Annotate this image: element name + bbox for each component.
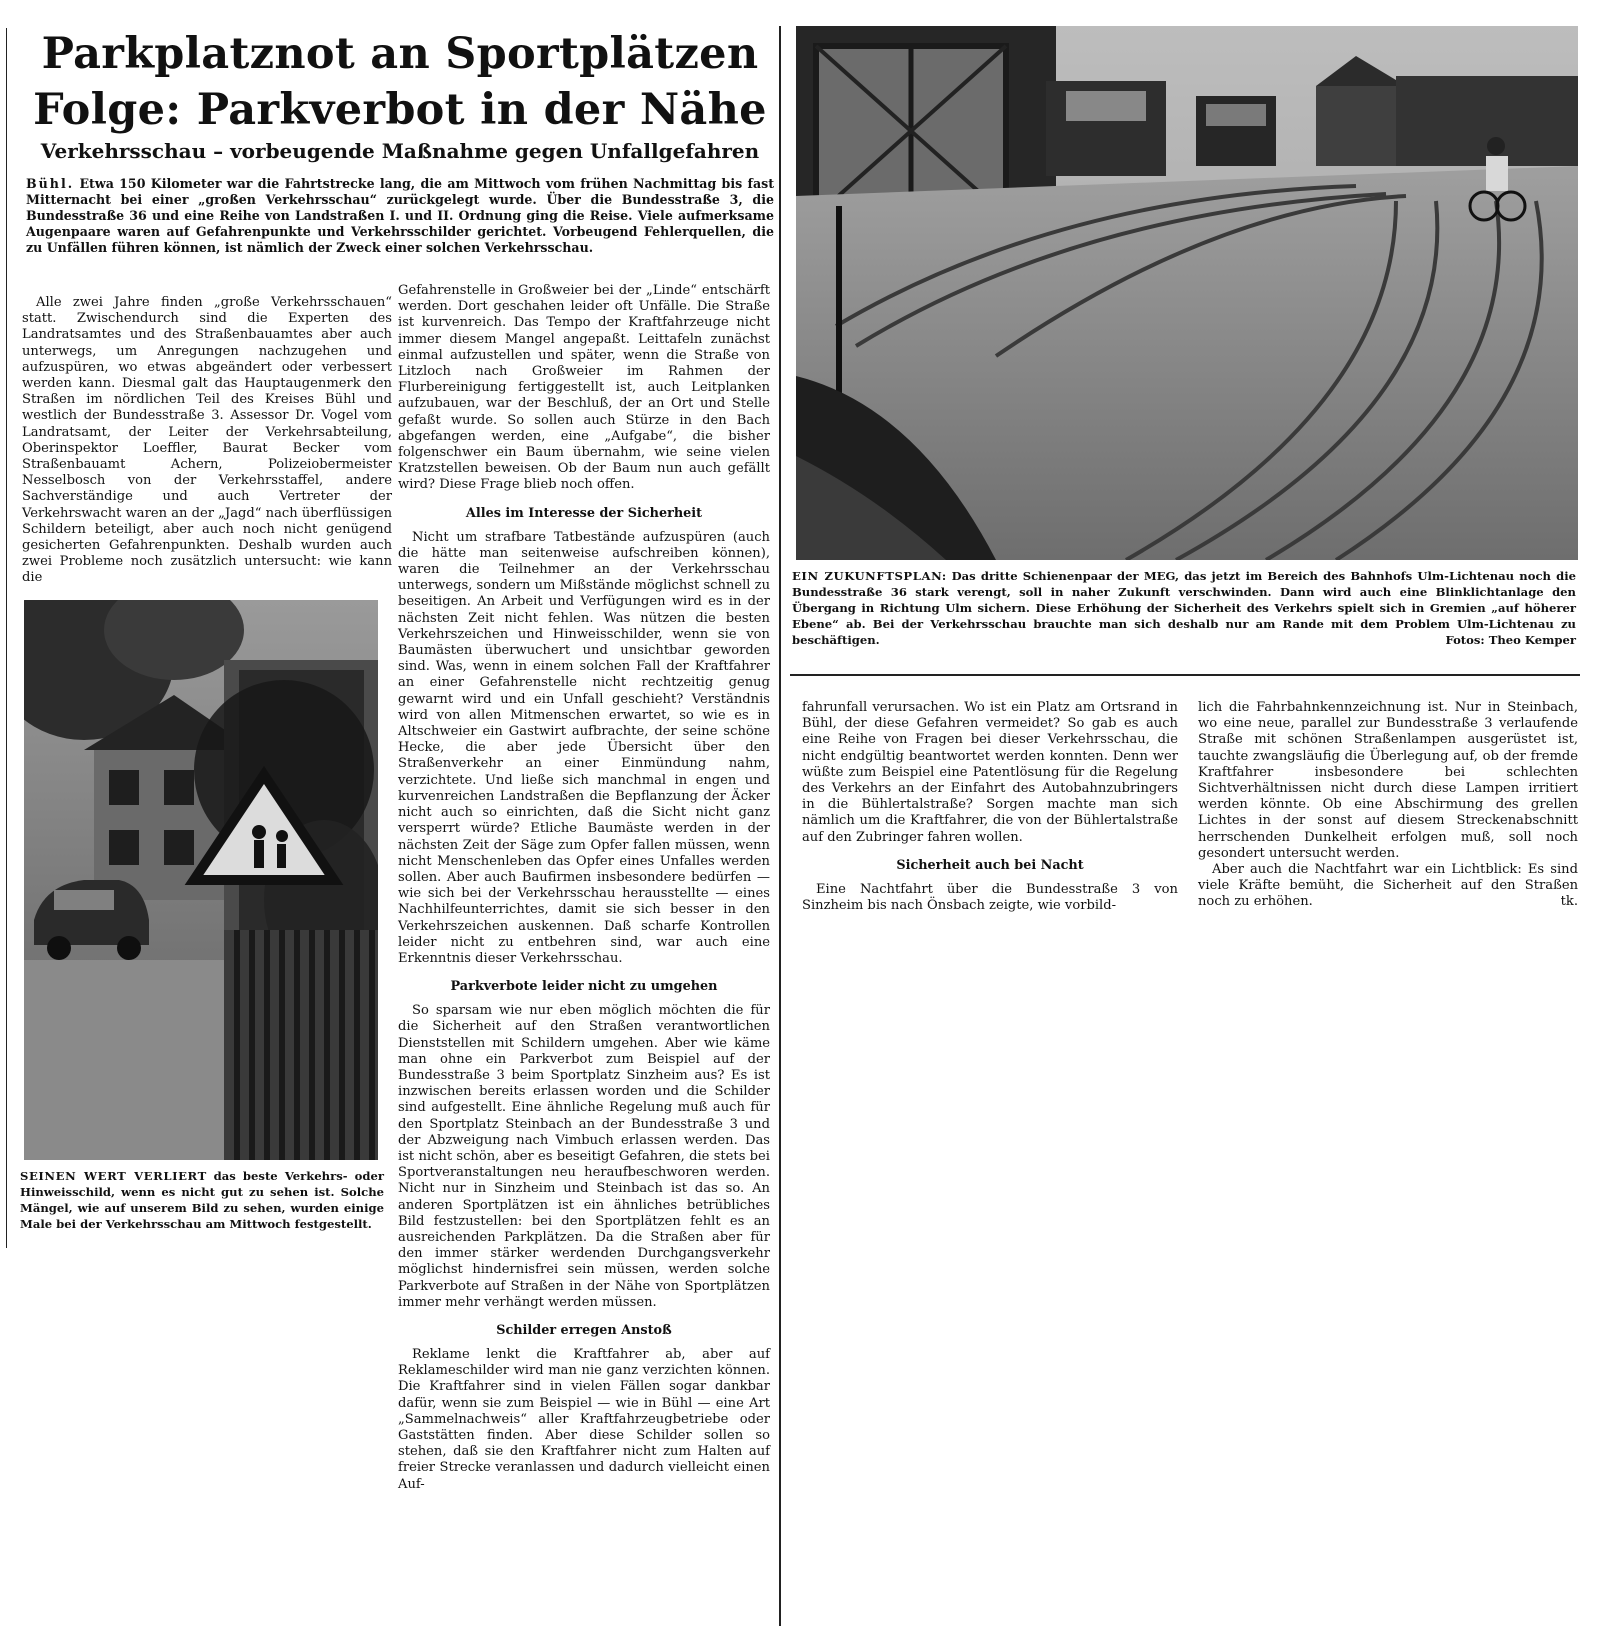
headline [20, 26, 780, 138]
photo-traffic-sign-overgrown [24, 600, 378, 1160]
photo-tram-tracks [796, 26, 1578, 560]
col3-paragraph-2: Eine Nachtfahrt über die Bundesstraße 3 von Sinzheim bis nach Önsbach zeigte, wie vorbild- [802, 881, 1178, 914]
caption-right [792, 568, 1576, 648]
caption-left-lead: SEINEN WERT VERLIERT [20, 1169, 207, 1183]
column-rule-main [779, 26, 781, 1626]
col3-paragraph-1: fahrunfall verursachen. Wo ist ein Platz am Ortsrand in Bühl, der diese Gefahren vermeidet? So gab es auch eine Reihe von Fragen bei dieser Verkehrsschau, die nicht endgültig beantwortet werden konnten. Denn wer wüßte zum Beispiel eine Patentlösung für die Regelung des Verkehrs an der Einfahrt des Autobahnzubringers in die Bühlertalstraße? Sorgen machte man sich nämlich um die Kraftfahrer, die von der Bühlertalstraße auf den Zubringer fahren wollen. [802, 700, 1178, 845]
lead-paragraph [26, 176, 774, 256]
photo-traffic-sign-image [24, 600, 378, 1160]
author-signature: tk. [1560, 894, 1578, 910]
col4-paragraph-1: lich die Fahrbahnkennzeichnung ist. Nur in Steinbach, wo eine neue, parallel zur Bundesstraße 3 verlaufende Straße mit schönen Straßenlampen ausgerüstet ist, tauchte zwangsläufig die Überlegung auf, ob der fremde Kraftfahrer insbesondere bei schlechten Sichtverhältnissen nicht durch diese Lampen irritiert werden könnte. Ob eine Abschirmung des grellen Lichtes in der sonst auf diesem Streckenabschnitt herrschenden Dunkelheit erfolgen muß, soll noch gesondert untersucht werden. [1198, 700, 1578, 861]
col4-paragraph-2-text: Aber auch die Nachtfahrt war ein Lichtblick: Es sind viele Kräfte bemüht, die Sicherheit auf den Straßen noch zu erhöhen. [1198, 862, 1578, 910]
column-4 [1198, 700, 1578, 911]
subheading-night: Sicherheit auch bei Nacht [896, 857, 1084, 873]
photo-tram-tracks-image [796, 26, 1578, 560]
col2-paragraph-4: Reklame lenkt die Kraftfahrer ab, aber auf Reklameschilder wird man nie ganz verzichten können. Die Kraftfahrer sind in vielen Fällen sogar dankbar dafür, wenn sie zum Beispiel — wie in Bühl — eine Art „Sammelnachweis“ aller Kraftfahrzeugbetriebe oder Gaststätten finden. Aber diese Schilder sollen so stehen, daß sie den Kraftfahrer nicht zum Halten auf freier Strecke veranlassen und dadurch vielleicht einen Auf- [398, 1346, 770, 1492]
caption-left [20, 1168, 384, 1232]
caption-right-text: Das dritte Schienenpaar der MEG, das jetzt im Bereich des Bahnhofs Ulm-Lichtenau noch die Bundesstraße 36 stark verengt, soll in naher Zukunft verschwinden. Dann wird auch eine Blinklichtanlage den Übergang in Richtung Ulm sichern. Diese Erhöhung der Sicherheit des Verkehrs spielt sich in Gremien „auf höherer Ebene“ ab. Bei der Verkehrsschau brauchte man sich deshalb nur am Rande mit dem Problem Ulm-Lichtenau zu beschäftigen. [792, 569, 1577, 647]
lead-text: Etwa 150 Kilometer war die Fahrtstrecke lang, die am Mittwoch vom frühen Nachmittag bis fast Mitternacht bei einer „großen Verkehrsschau“ zurückgelegt wurde. Über die Bundesstraße 3, die Bundesstraße 36 und eine Reihe von Landstraßen I. und II. Ordnung ging die Reise. Viele aufmerksame Augenpaare waren auf Gefahrenpunkte und Verkehrsschilder gerichtet. Vorbeugend Fehlerquellen, die zu Unfällen führen können, ist nämlich der Zweck einer solchen Verkehrsschau. [26, 176, 775, 255]
caption-right-lead: EIN ZUKUNFTSPLAN: [792, 569, 947, 583]
section-rule [790, 674, 1580, 676]
subheading-signs: Schilder erregen Anstoß [496, 1322, 672, 1338]
headline-line-1: Parkplatznot an Sportplätzen [41, 29, 759, 79]
col4-paragraph-2 [1198, 862, 1578, 911]
subheading-security: Alles im Interesse der Sicherheit [465, 505, 703, 521]
col2-paragraph-2: Nicht um strafbare Tatbestände aufzuspüren (auch die hätte man seitenweise aufschreiben können), waren die Teilnehmer an der Verkehrsschau unterwegs, sondern um Mißstände möglichst schnell zu beseitigen. An Arbeit und Verfügungen wird es in der nächsten Zeit nicht fehlen. Was nützen die besten Verkehrszeichen und Hinweisschilder, wenn sie von Baumästen überwuchert und unsichtbar geworden sind. Was, wenn in einem solchen Fall der Kraftfahrer an einer Gefahrenstelle nicht rechtzeitig genug gewarnt wird und ein Unfall geschieht? Verständnis wird von allen Mitmenschen erwartet, so wie es in Altschweier ein Gastwirt aufbrachte, der seine schöne Hecke, die aber jede Übersicht über den Straßenverkehr an einer Einmündung nahm, verzichtete. Und ließe sich manchmal in engen und kurvenreichen Landstraßen die Bepflanzung der Äcker nicht auch so einrichten, daß die Sicht nicht ganz versperrt würde? Etliche Baumäste werden in der nächsten Zeit der Säge zum Opfer fallen müssen, wenn nicht Menschenleben das Opfer eines Unfalles werden sollen. Aber auch Baufirmen insbesondere bedürfen — wie sich bei der Verkehrsschau herausstellte — eines Nachhilfeunterrichtes, damit sie sich besser in den Verkehrszeichen auskennen. Daß scharfe Kontrollen leider nicht zu entbehren sind, war auch eine Erkenntnis dieser Verkehrsschau. [398, 529, 770, 966]
headline-line-2: Folge: Parkverbot in der Nähe [33, 85, 767, 135]
column-3 [802, 700, 1178, 914]
photo-credit: Fotos: Theo Kemper [1445, 633, 1576, 647]
col2-paragraph-3: So sparsam wie nur eben möglich möchten die für die Sicherheit auf den Straßen verantwortlichen Dienststellen mit Schildern umgehen. Aber wie käme man ohne ein Parkverbot zum Beispiel auf der Bundesstraße 3 beim Sportplatz Sinzheim aus? Es ist inzwischen bereits erlassen worden und die Schilder sind aufgestellt. Eine ähnliche Regelung muß auch für den Sportplatz Steinbach an der Bundesstraße 3 und der Abzweigung nach Vimbuch erlassen werden. Das ist nicht schön, aber es beseitigt Gefahren, die stets bei Sportveranstaltungen neu heraufbeschworen werden. Nicht nur in Sinzheim und Steinbach ist das so. An anderen Sportplätzen ist ein ähnliches betrübliches Bild festzustellen: bei den Sportplätzen fehlt es an ausreichenden Parkplätzen. Da die Straßen aber für den immer stärker werdenden Durchgangsverkehr möglichst hindernisfrei sein müssen, werden solche Parkverbote auf Straßen in der Nähe von Sportplätzen immer mehr verhängt werden müssen. [398, 1003, 770, 1310]
caption-left-text: das beste Verkehrs- oder Hinweisschild, wenn es nicht gut zu sehen ist. Solche Mängel, wie auf unserem Bild zu sehen, wurden einige Male bei der Verkehrsschau am Mittwoch festgestellt. [20, 1169, 385, 1231]
left-margin-rule [6, 28, 7, 1248]
subheading-parking-bans: Parkverbote leider nicht zu umgehen [450, 979, 718, 995]
column-1 [22, 295, 392, 587]
col1-paragraph: Alle zwei Jahre finden „große Verkehrsschauen“ statt. Zwischendurch sind die Experten des Landratsamtes und des Straßenbauamtes aber auch unterwegs, um Anregungen nachzugehen und aufzuspüren, wo etwas abgeändert oder verbessert werden kann. Diesmal galt das Hauptaugenmerk den Straßen im nördlichen Teil des Kreises Bühl und westlich der Bundesstraße 3. Assessor Dr. Vogel vom Landratsamt, der Leiter der Verkehrsabteilung, Oberinspektor Loeffler, Baurat Becker vom Straßenbauamt Achern, Polizeiobermeister Nesselbosch von der Verkehrsstaffel, andere Sachverständige und auch Vertreter der Verkehrswacht waren an der „Jagd“ nach überflüssigen Schildern beteiligt, aber auch noch nicht genügend gesicherten Gefahrenpunkten. Deshalb wurden auch zwei Probleme noch zusätzlich untersucht: wie kann die [22, 295, 392, 586]
col2-paragraph-1: Gefahrenstelle in Großweier bei der „Linde“ entschärft werden. Dort geschahen leider oft Unfälle. Die Straße ist kurvenreich. Das Tempo der Kraftfahrzeuge nicht immer diesem Mangel angepaßt. Leittafeln zunächst einmal aufzustellen und später, wenn die Straße von Litzloch nach Großweier im Rahmen der Flurbereinigung fertiggestellt ist, auch Leitplanken aufzubauen, war der Beschluß, der an Ort und Stelle gefaßt wurde. So sollen auch Stürze in den Bach abgefangen werden, eine „Aufgabe“, die bisher folgenschwer ein Baum übernahm, wie seine vielen Kratzstellen beweisen. Ob der Baum nun auch gefällt wird? Diese Frage blieb noch offen. [398, 283, 770, 493]
subheadline: Verkehrsschau – vorbeugende Maßnahme gegen Unfallgefahren [40, 139, 760, 163]
dateline: Bühl. [26, 176, 75, 191]
column-2 [398, 283, 770, 1493]
